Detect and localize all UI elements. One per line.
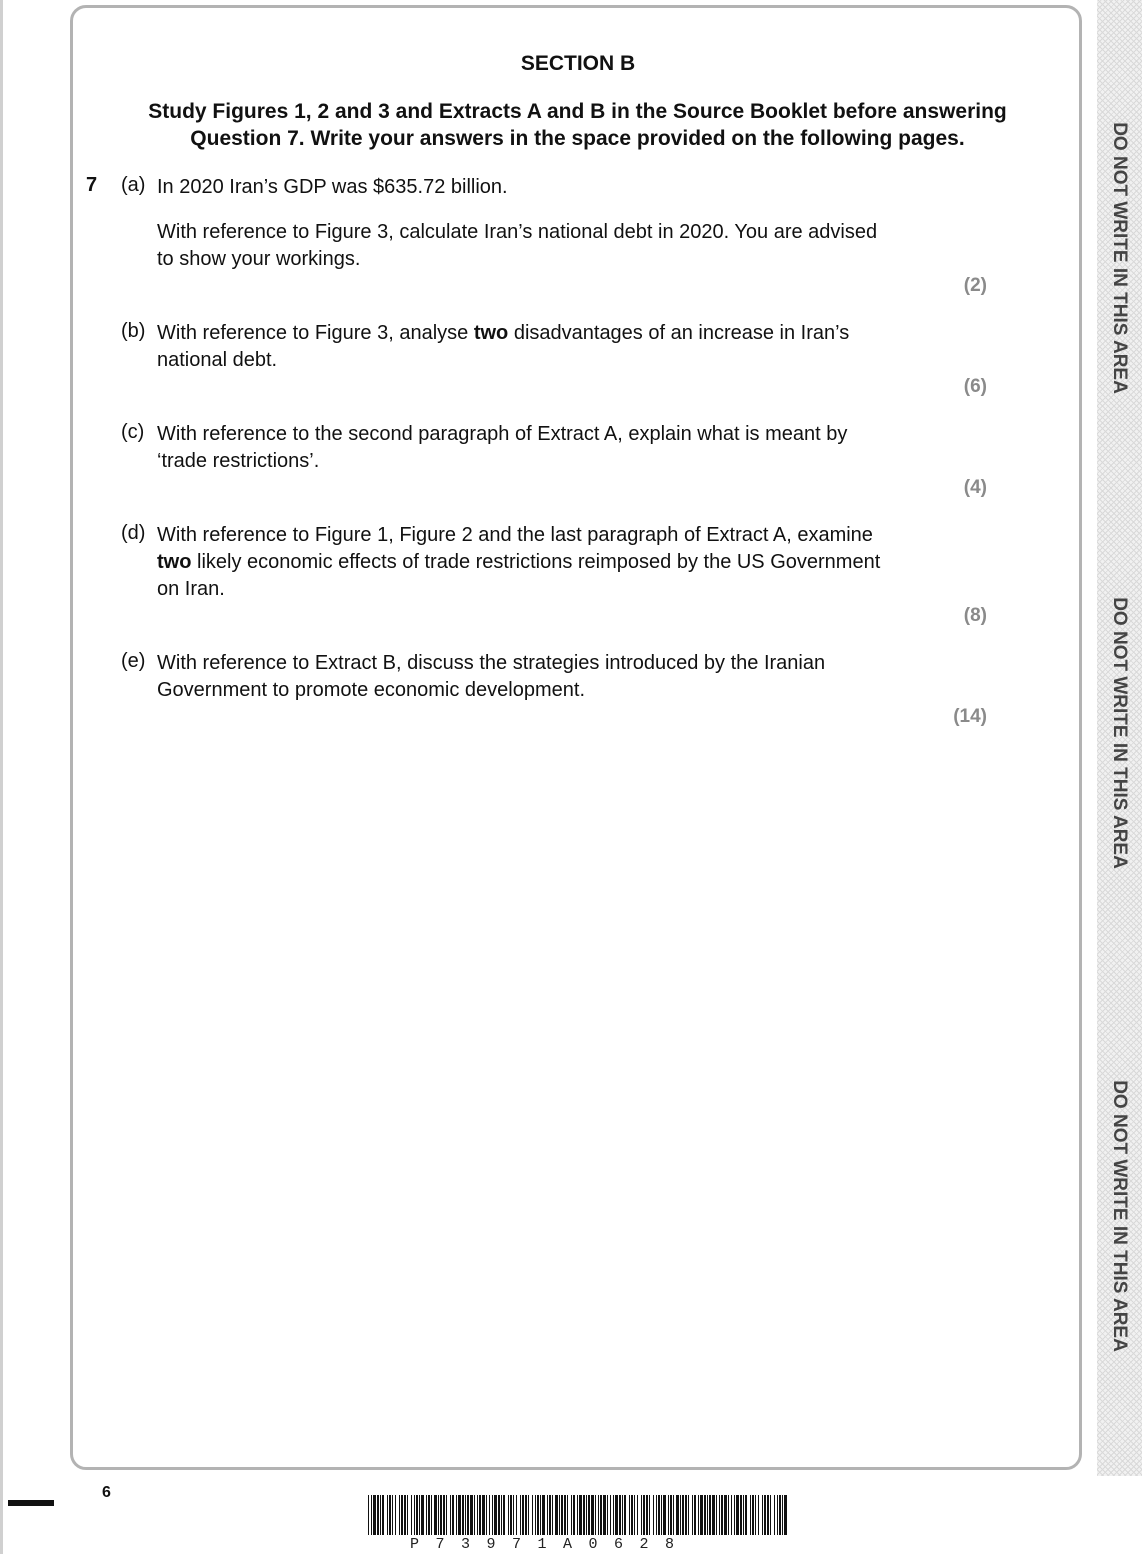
barcode-bar xyxy=(698,1495,699,1535)
barcode-bar xyxy=(736,1495,739,1535)
barcode-bar xyxy=(658,1495,660,1535)
barcode-bar xyxy=(685,1495,687,1535)
instructions-line-2: Question 7. Write your answers in the space provided on the following pages. xyxy=(190,127,965,150)
barcode-bar xyxy=(668,1495,669,1535)
barcode-bar xyxy=(649,1495,650,1535)
barcode-bar xyxy=(535,1495,536,1535)
barcode-bar xyxy=(492,1495,493,1535)
part-b-label: (b) xyxy=(121,320,146,342)
barcode-bar xyxy=(446,1495,447,1535)
part-c-line-1: With reference to the second paragraph of Extract A, explain what is meant by xyxy=(157,423,848,445)
barcode-bar xyxy=(692,1495,693,1535)
part-e-line-2: Government to promote economic development. xyxy=(157,679,585,701)
barcode-bar xyxy=(680,1495,681,1535)
barcode-bar xyxy=(624,1495,626,1535)
barcode-bar xyxy=(770,1495,771,1535)
part-d-line-2 xyxy=(157,549,957,576)
barcode-bar xyxy=(450,1495,451,1535)
barcode-bar xyxy=(707,1495,708,1535)
barcode-bar xyxy=(745,1495,747,1535)
barcode-bar xyxy=(734,1495,735,1535)
barcode-bar xyxy=(486,1495,487,1535)
barcode-bar xyxy=(588,1495,590,1535)
barcode-bar xyxy=(712,1495,715,1535)
barcode-bar xyxy=(401,1495,403,1535)
barcode-bar xyxy=(629,1495,630,1535)
barcode-bar xyxy=(389,1495,391,1535)
part-d-marks: (8) xyxy=(963,605,987,626)
barcode-bar xyxy=(743,1495,744,1535)
barcode-bar xyxy=(399,1495,400,1535)
barcode-bar xyxy=(474,1495,475,1535)
barcode-bar xyxy=(591,1495,594,1535)
barcode-bar xyxy=(641,1495,642,1535)
barcode-bar xyxy=(467,1495,469,1535)
barcode-bar xyxy=(465,1495,466,1535)
barcode-bar xyxy=(434,1495,437,1535)
barcode-bar xyxy=(392,1495,393,1535)
barcode-bar xyxy=(752,1495,754,1535)
barcode-bar xyxy=(547,1495,548,1535)
barcode-bar xyxy=(779,1495,781,1535)
barcode-bar xyxy=(443,1495,445,1535)
barcode-bar xyxy=(758,1495,759,1535)
barcode-bar xyxy=(395,1495,396,1535)
barcode-bar xyxy=(728,1495,729,1535)
part-e-label: (e) xyxy=(121,650,146,672)
part-d-text xyxy=(157,522,957,603)
part-c-line-2: ‘trade restrictions’. xyxy=(157,450,320,472)
part-e-line-1: With reference to Extract B, discuss the strategies introduced by the Iranian xyxy=(157,652,826,674)
barcode-bar xyxy=(577,1495,578,1535)
barcode-bar xyxy=(470,1495,473,1535)
barcode-bar xyxy=(615,1495,618,1535)
part-d-line-1: With reference to Figure 1, Figure 2 and the last paragraph of Extract A, examine xyxy=(157,524,873,546)
barcode-bar xyxy=(619,1495,621,1535)
barcode-bar xyxy=(498,1495,500,1535)
barcode-bar xyxy=(542,1495,545,1535)
barcode-bar xyxy=(656,1495,657,1535)
barcode-bar xyxy=(777,1495,778,1535)
barcode-bar xyxy=(382,1495,384,1535)
barcode-bar xyxy=(762,1495,763,1535)
barcode-bar xyxy=(750,1495,751,1535)
part-c-text xyxy=(157,421,957,475)
margin-warning-1: DO NOT WRITE IN THIS AREA xyxy=(1109,122,1130,394)
barcode-bar xyxy=(653,1495,654,1535)
part-e-text xyxy=(157,650,957,704)
barcode-bar xyxy=(528,1495,529,1535)
barcode-bar xyxy=(411,1495,412,1535)
barcode xyxy=(368,1495,788,1535)
part-a-marks: (2) xyxy=(963,275,987,296)
part-b-line-1-start: With reference to Figure 3, analyse xyxy=(157,322,474,344)
barcode-bar xyxy=(368,1495,369,1535)
barcode-bar xyxy=(414,1495,415,1535)
barcode-bar xyxy=(380,1495,381,1535)
barcode-bar xyxy=(598,1495,599,1535)
barcode-bar xyxy=(440,1495,442,1535)
barcode-bar xyxy=(561,1495,563,1535)
barcode-bar xyxy=(676,1495,679,1535)
barcode-bar xyxy=(688,1495,689,1535)
barcode-bar xyxy=(477,1495,478,1535)
barcode-bar xyxy=(634,1495,635,1535)
barcode-bar xyxy=(663,1495,666,1535)
part-a-text xyxy=(157,219,957,273)
barcode-bar xyxy=(631,1495,633,1535)
barcode-bar xyxy=(583,1495,585,1535)
barcode-bar xyxy=(595,1495,596,1535)
part-b-text xyxy=(157,320,957,374)
barcode-bar xyxy=(421,1495,424,1535)
part-c-marks: (4) xyxy=(963,477,987,498)
barcode-text: P73971A0628 xyxy=(410,1536,691,1553)
barcode-bar xyxy=(622,1495,623,1535)
footer-rule xyxy=(8,1500,54,1506)
barcode-bar xyxy=(513,1495,514,1535)
barcode-bar xyxy=(501,1495,502,1535)
section-instructions xyxy=(120,98,1035,152)
barcode-bar xyxy=(373,1495,376,1535)
barcode-bar xyxy=(721,1495,723,1535)
part-d-label: (d) xyxy=(121,522,146,544)
part-a-label: (a) xyxy=(121,174,146,196)
barcode-bar xyxy=(700,1495,703,1535)
barcode-bar xyxy=(462,1495,464,1535)
barcode-bar xyxy=(567,1495,568,1535)
barcode-bar xyxy=(709,1495,711,1535)
barcode-bar xyxy=(428,1495,430,1535)
barcode-bar xyxy=(731,1495,732,1535)
barcode-bar xyxy=(610,1495,611,1535)
margin-warning-3: DO NOT WRITE IN THIS AREA xyxy=(1109,1080,1130,1352)
part-b-line-1-end: disadvantages of an increase in Iran’s xyxy=(508,322,850,344)
barcode-bar xyxy=(387,1495,388,1535)
barcode-bar xyxy=(522,1495,524,1535)
barcode-bar xyxy=(552,1495,553,1535)
barcode-bar xyxy=(643,1495,645,1535)
barcode-bar xyxy=(571,1495,572,1535)
barcode-bar xyxy=(637,1495,638,1535)
part-d-line-2-end: likely economic effects of trade restrictions reimposed by the US Government xyxy=(191,551,881,573)
barcode-bar xyxy=(682,1495,684,1535)
barcode-bar xyxy=(549,1495,551,1535)
barcode-bar xyxy=(482,1495,485,1535)
barcode-bar xyxy=(458,1495,461,1535)
barcode-bar xyxy=(716,1495,717,1535)
barcode-bar xyxy=(755,1495,756,1535)
part-a-line-2: With reference to Figure 3, calculate Iran’s national debt in 2020. You are advised xyxy=(157,221,878,243)
part-e-marks: (14) xyxy=(953,706,987,727)
barcode-bar xyxy=(431,1495,432,1535)
barcode-bar xyxy=(516,1495,517,1535)
part-b-line-2: national debt. xyxy=(157,349,278,371)
barcode-bar xyxy=(586,1495,587,1535)
part-d-line-3: on Iran. xyxy=(157,578,225,600)
barcode-bar xyxy=(525,1495,527,1535)
barcode-bar xyxy=(520,1495,521,1535)
barcode-bar xyxy=(426,1495,427,1535)
barcode-bar xyxy=(452,1495,454,1535)
barcode-bar xyxy=(767,1495,769,1535)
barcode-bar xyxy=(670,1495,672,1535)
barcode-bar xyxy=(613,1495,614,1535)
barcode-bar xyxy=(537,1495,539,1535)
barcode-bar xyxy=(724,1495,727,1535)
barcode-bar xyxy=(540,1495,541,1535)
barcode-bar xyxy=(503,1495,505,1535)
barcode-bar xyxy=(419,1495,420,1535)
part-a-line-3: to show your workings. xyxy=(157,248,361,270)
part-a-line-1: In 2020 Iran’s GDP was $635.72 billion. xyxy=(157,176,508,198)
barcode-bar xyxy=(719,1495,720,1535)
part-b-line-1 xyxy=(157,320,957,347)
barcode-bar xyxy=(377,1495,379,1535)
barcode-bar xyxy=(508,1495,509,1535)
barcode-bar xyxy=(782,1495,783,1535)
margin-warning-2: DO NOT WRITE IN THIS AREA xyxy=(1109,597,1130,869)
barcode-bar xyxy=(564,1495,566,1535)
barcode-bar xyxy=(646,1495,648,1535)
page-number: 6 xyxy=(102,1484,111,1501)
barcode-bar xyxy=(510,1495,512,1535)
part-b-marks: (6) xyxy=(963,376,987,397)
question-number: 7 xyxy=(86,174,98,196)
part-b-emphasis: two xyxy=(473,322,509,344)
barcode-bar xyxy=(494,1495,497,1535)
barcode-bar xyxy=(404,1495,406,1535)
barcode-bar xyxy=(607,1495,608,1535)
barcode-bar xyxy=(579,1495,582,1535)
barcode-bar xyxy=(603,1495,606,1535)
part-c-label: (c) xyxy=(121,421,145,443)
barcode-bar xyxy=(371,1495,372,1535)
page-left-edge xyxy=(0,0,3,1554)
barcode-bar xyxy=(661,1495,662,1535)
barcode-bar xyxy=(555,1495,558,1535)
barcode-bar xyxy=(532,1495,533,1535)
barcode-bar xyxy=(407,1495,408,1535)
barcode-bar xyxy=(673,1495,674,1535)
barcode-bar xyxy=(784,1495,787,1535)
section-title: SECTION B xyxy=(520,52,636,75)
barcode-bar xyxy=(456,1495,457,1535)
barcode-bar xyxy=(764,1495,766,1535)
barcode-bar xyxy=(694,1495,696,1535)
barcode-bar xyxy=(704,1495,706,1535)
barcode-bar xyxy=(573,1495,575,1535)
barcode-bar xyxy=(559,1495,560,1535)
barcode-bar xyxy=(774,1495,775,1535)
barcode-bar xyxy=(416,1495,418,1535)
barcode-bar xyxy=(489,1495,490,1535)
barcode-bar xyxy=(600,1495,602,1535)
barcode-bar xyxy=(740,1495,742,1535)
barcode-bar xyxy=(438,1495,439,1535)
barcode-bar xyxy=(479,1495,481,1535)
instructions-line-1: Study Figures 1, 2 and 3 and Extracts A and B in the Source Booklet before answering xyxy=(148,100,1007,123)
part-d-emphasis: two xyxy=(157,551,192,573)
